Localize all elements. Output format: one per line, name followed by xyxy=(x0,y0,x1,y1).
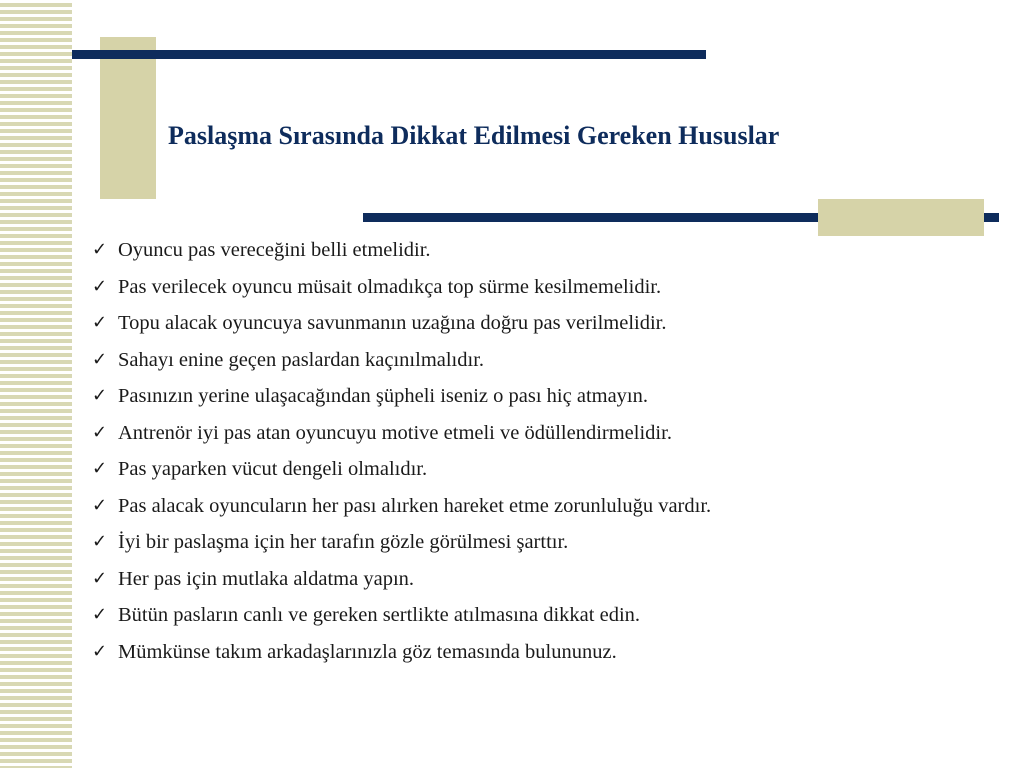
bullet-item xyxy=(88,381,908,411)
decorative-tan-block-left xyxy=(100,37,156,199)
bullet-item xyxy=(88,600,908,630)
checkmark-icon: ✓ xyxy=(92,494,108,516)
bullet-item xyxy=(88,491,908,521)
checkmark-icon: ✓ xyxy=(92,458,108,479)
decorative-navy-line-top xyxy=(72,50,706,59)
bullet-text: Oyuncu pas vereceğini belli etmelidir. xyxy=(118,239,431,261)
bullet-item xyxy=(88,418,908,448)
checkmark-icon: ✓ xyxy=(92,275,108,297)
bullet-text: Pas alacak oyuncuların her pası alırken hareket etme zorunluluğu vardır. xyxy=(118,494,712,517)
bullet-text: Sahayı enine geçen paslardan kaçınılmalıdır. xyxy=(118,348,485,371)
bullet-item xyxy=(88,308,908,338)
bullet-text: Pas yaparken vücut dengeli olmalıdır. xyxy=(118,458,428,480)
bullet-item xyxy=(88,454,908,484)
checkmark-icon: ✓ xyxy=(92,385,108,406)
bullet-text: Antrenör iyi pas atan oyuncuyu motive etmeli ve ödüllendirmelidir. xyxy=(118,421,672,444)
bullet-item xyxy=(88,345,908,375)
bullet-item xyxy=(88,235,908,265)
checkmark-icon: ✓ xyxy=(92,604,108,625)
bullet-text: Topu alacak oyuncuya savunmanın uzağına doğru pas verilmelidir. xyxy=(118,312,667,334)
checkmark-icon: ✓ xyxy=(92,348,108,370)
bullet-item xyxy=(88,527,908,557)
checkmark-icon: ✓ xyxy=(92,239,108,260)
bullet-text: Pasınızın yerine ulaşacağından şüpheli iseniz o pası hiç atmayın. xyxy=(118,385,649,407)
slide-title: Paslaşma Sırasında Dikkat Edilmesi Gereken Hususlar xyxy=(168,121,780,150)
bullet-item xyxy=(88,637,908,667)
checkmark-icon: ✓ xyxy=(92,531,108,552)
bullet-item xyxy=(88,272,908,302)
decorative-tan-block-right xyxy=(818,199,984,236)
bullet-text: İyi bir paslaşma için her tarafın gözle görülmesi şarttır. xyxy=(118,531,569,553)
checkmark-icon: ✓ xyxy=(92,421,108,443)
checkmark-icon: ✓ xyxy=(92,640,108,662)
decorative-side-stripes xyxy=(0,0,72,768)
bullet-text: Her pas için mutlaka aldatma yapın. xyxy=(118,567,415,590)
bullet-text: Pas verilecek oyuncu müsait olmadıkça top sürme kesilmemelidir. xyxy=(118,275,662,298)
bullet-item xyxy=(88,564,908,594)
bullet-text: Bütün pasların canlı ve gereken sertlikte atılmasına dikkat edin. xyxy=(118,604,641,626)
checkmark-icon: ✓ xyxy=(92,312,108,333)
bullet-text: Mümkünse takım arkadaşlarınızla göz temasında bulununuz. xyxy=(118,640,617,663)
bullet-list xyxy=(88,235,908,673)
checkmark-icon: ✓ xyxy=(92,567,108,589)
